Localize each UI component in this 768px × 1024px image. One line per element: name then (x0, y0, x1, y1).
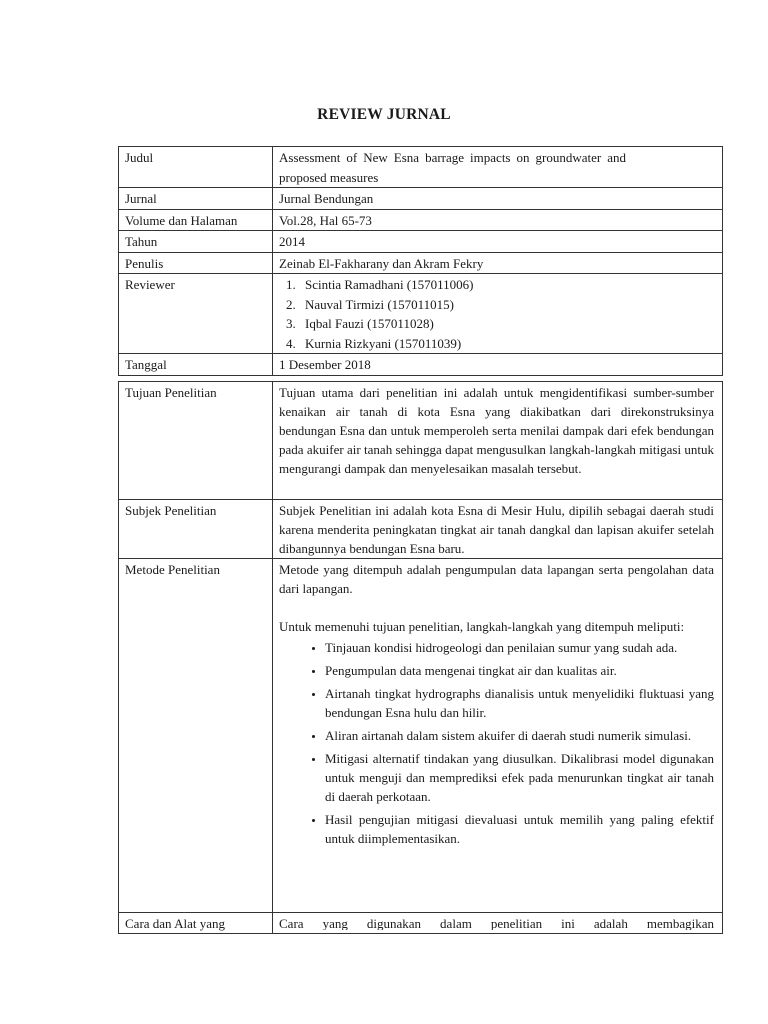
table-row (119, 354, 723, 376)
tujuan-label: Tujuan Penelitian (119, 382, 273, 500)
metode-label: Metode Penelitian (119, 559, 273, 913)
metode-steps-list (279, 638, 714, 848)
table-row (119, 209, 723, 231)
jurnal-value: Jurnal Bendungan (273, 188, 723, 210)
review-table (118, 381, 723, 934)
cara-label: Cara dan Alat yang (119, 913, 273, 934)
spacer (279, 598, 714, 617)
subjek-label: Subjek Penelitian (119, 500, 273, 559)
table-row (119, 274, 723, 354)
journal-info-table (118, 146, 723, 376)
reviewer-item: 4. Kurnia Rizkyani (157011039) (299, 334, 714, 354)
list-item: • Mitigasi alternatif tindakan yang diusulkan. Dikalibrasi model digunakan untuk menguji dan memprediksi efek pada menurunkan tingkat air tanah di daerah perkotaan. (325, 749, 714, 806)
reviewer-item: 3. Iqbal Fauzi (157011028) (299, 314, 714, 334)
page-title: REVIEW JURNAL (317, 106, 451, 123)
table-row (119, 500, 723, 559)
table-row (119, 913, 723, 934)
table-row (119, 147, 723, 188)
table-row (119, 188, 723, 210)
cara-cell (273, 913, 723, 934)
reviewer-list (279, 275, 714, 353)
list-item: • Pengumpulan data mengenai tingkat air dan kualitas air. (325, 661, 714, 680)
tahun-value: 2014 (273, 231, 723, 253)
table-row (119, 382, 723, 500)
tujuan-text: Tujuan utama dari penelitian ini adalah untuk mengidentifikasi sumber-sumber kenaikan air tanah di kota Esna yang diakibatkan dari direkonstruksinya bendungan Esna dan untuk memperoleh serta menilai dampak dari efek bendungan pada akuifer air tanah sehingga dapat mengusulkan langkah-langkah mitigasi untuk mengurangi dampak dan menyelesaikan masalah tersebut. (273, 382, 723, 500)
list-item: • Hasil pengujian mitigasi dievaluasi untuk memilih yang paling efektif untuk diimplementasikan. (325, 810, 714, 848)
volume-value: Vol.28, Hal 65-73 (273, 209, 723, 231)
list-item: • Tinjauan kondisi hidrogeologi dan penilaian sumur yang sudah ada. (325, 638, 714, 657)
judul-label: Judul (119, 147, 273, 188)
list-item: • Aliran airtanah dalam sistem akuifer di daerah studi numerik simulasi. (325, 726, 714, 745)
reviewer-list-cell (273, 274, 723, 354)
tanggal-label: Tanggal (119, 354, 273, 376)
tahun-label: Tahun (119, 231, 273, 253)
list-item: • Airtanah tingkat hydrographs dianalisis untuk menyelidiki fluktuasi yang bendungan Esna hulu dan hilir. (325, 684, 714, 722)
jurnal-label: Jurnal (119, 188, 273, 210)
penulis-value: Zeinab El-Fakharany dan Akram Fekry (273, 252, 723, 274)
reviewer-item: 1. Scintia Ramadhani (157011006) (299, 275, 714, 295)
volume-label: Volume dan Halaman (119, 209, 273, 231)
judul-value: Assessment of New Esna barrage impacts on groundwater and proposed measures (273, 147, 723, 188)
cara-text: Cara yang digunakan dalam penelitian ini adalah membagikan (279, 916, 714, 930)
reviewer-label: Reviewer (119, 274, 273, 354)
table-row (119, 559, 723, 913)
penulis-label: Penulis (119, 252, 273, 274)
table-row (119, 252, 723, 274)
subjek-text: Subjek Penelitian ini adalah kota Esna di Mesir Hulu, dipilih sebagai daerah studi karena menderita peningkatan tingkat air tanah dangkal dan lapisan akuifer setelah dibangunnya bendungan Esna baru. (273, 500, 723, 559)
metode-cell (273, 559, 723, 913)
tanggal-value: 1 Desember 2018 (273, 354, 723, 376)
reviewer-item: 2. Nauval Tirmizi (157011015) (299, 295, 714, 315)
metode-steps-intro: Untuk memenuhi tujuan penelitian, langkah-langkah yang ditempuh meliputi: (279, 619, 685, 634)
table-row (119, 231, 723, 253)
metode-intro: Metode yang ditempuh adalah pengumpulan data lapangan serta pengolahan data dari lapangan. (279, 562, 714, 596)
